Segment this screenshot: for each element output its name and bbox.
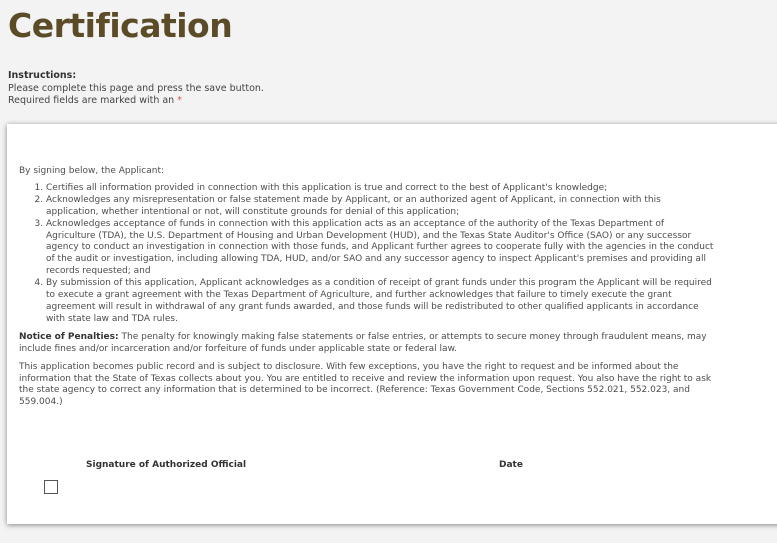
- certification-terms: [19, 183, 714, 326]
- instructions: [8, 70, 264, 108]
- term-item: 1. Certifies all information provided in connection with this application is true and correct to the best of Applicant's knowledge;: [46, 183, 714, 195]
- term-item: 2. Acknowledges any misrepresentation or false statement made by Applicant, or an authorized agent of Applicant, in connection with this application, whether intentional or not, will constitute grounds for denial of this application;: [46, 195, 714, 219]
- certification-intro: By signing below, the Applicant:: [19, 166, 165, 176]
- signature-label: Signature of Authorized Official: [86, 460, 247, 470]
- term-item: 4. By submission of this application, Applicant acknowledges as a condition of receipt of grant funds under this program the Applicant will be required to execute a grant agreement with the Texas Department of Agriculture, and further acknowledges that failure to timely execute the grant agreement will result in withdrawal of any grant funds awarded, and those funds will be redistributed to other qualified applicants in accordance with state law and TDA rules.: [46, 278, 714, 326]
- signature-checkbox[interactable]: [44, 480, 58, 494]
- required-fields-text: Required fields are marked with an: [8, 95, 175, 106]
- required-fields-note: [8, 95, 264, 108]
- notice-of-penalties: [19, 332, 714, 356]
- page-title: Certification: [8, 6, 233, 45]
- required-marker: *: [177, 95, 182, 106]
- term-item: 3. Acknowledges acceptance of funds in connection with this application acts as an acceptance of the authority of the Texas Department of Agriculture (TDA), the U.S. Department of Housing and Urban Development (HUD), and the Texas State Auditor's Office (SAO) or any successor agency to conduct an investigation in connection with those funds, and Applicant further agrees to cooperate fully with the agencies in the conduct of the audit or investigation, including allowing TDA, HUD, and/or SAO and any successor agency to inspect Applicant's premises and providing all records requested; and: [46, 219, 714, 279]
- certification-panel: [7, 124, 777, 524]
- certification-text: [19, 166, 714, 415]
- date-label: Date: [499, 460, 523, 470]
- instructions-heading: Instructions:: [8, 70, 77, 81]
- penalties-text: The penalty for knowingly making false statements or false entries, or attempts to secure money through fraudulent means, may include fines and/or incarceration and/or forfeiture of funds under applicable state or federal law.: [19, 331, 707, 354]
- penalties-label: Notice of Penalties:: [19, 331, 119, 342]
- disclosure-text: This application becomes public record and is subject to disclosure. With few exceptions, you have the right to request and be informed about the information that the State of Texas collects about you. You are entitled to receive and review the information upon request. You also have the right to ask the state agency to correct any information that is determined to be incorrect. (Reference: Texas Government Code, Sections 552.021, 552.023, and 559.004.): [19, 361, 712, 408]
- instructions-line: Please complete this page and press the save button.: [8, 82, 264, 94]
